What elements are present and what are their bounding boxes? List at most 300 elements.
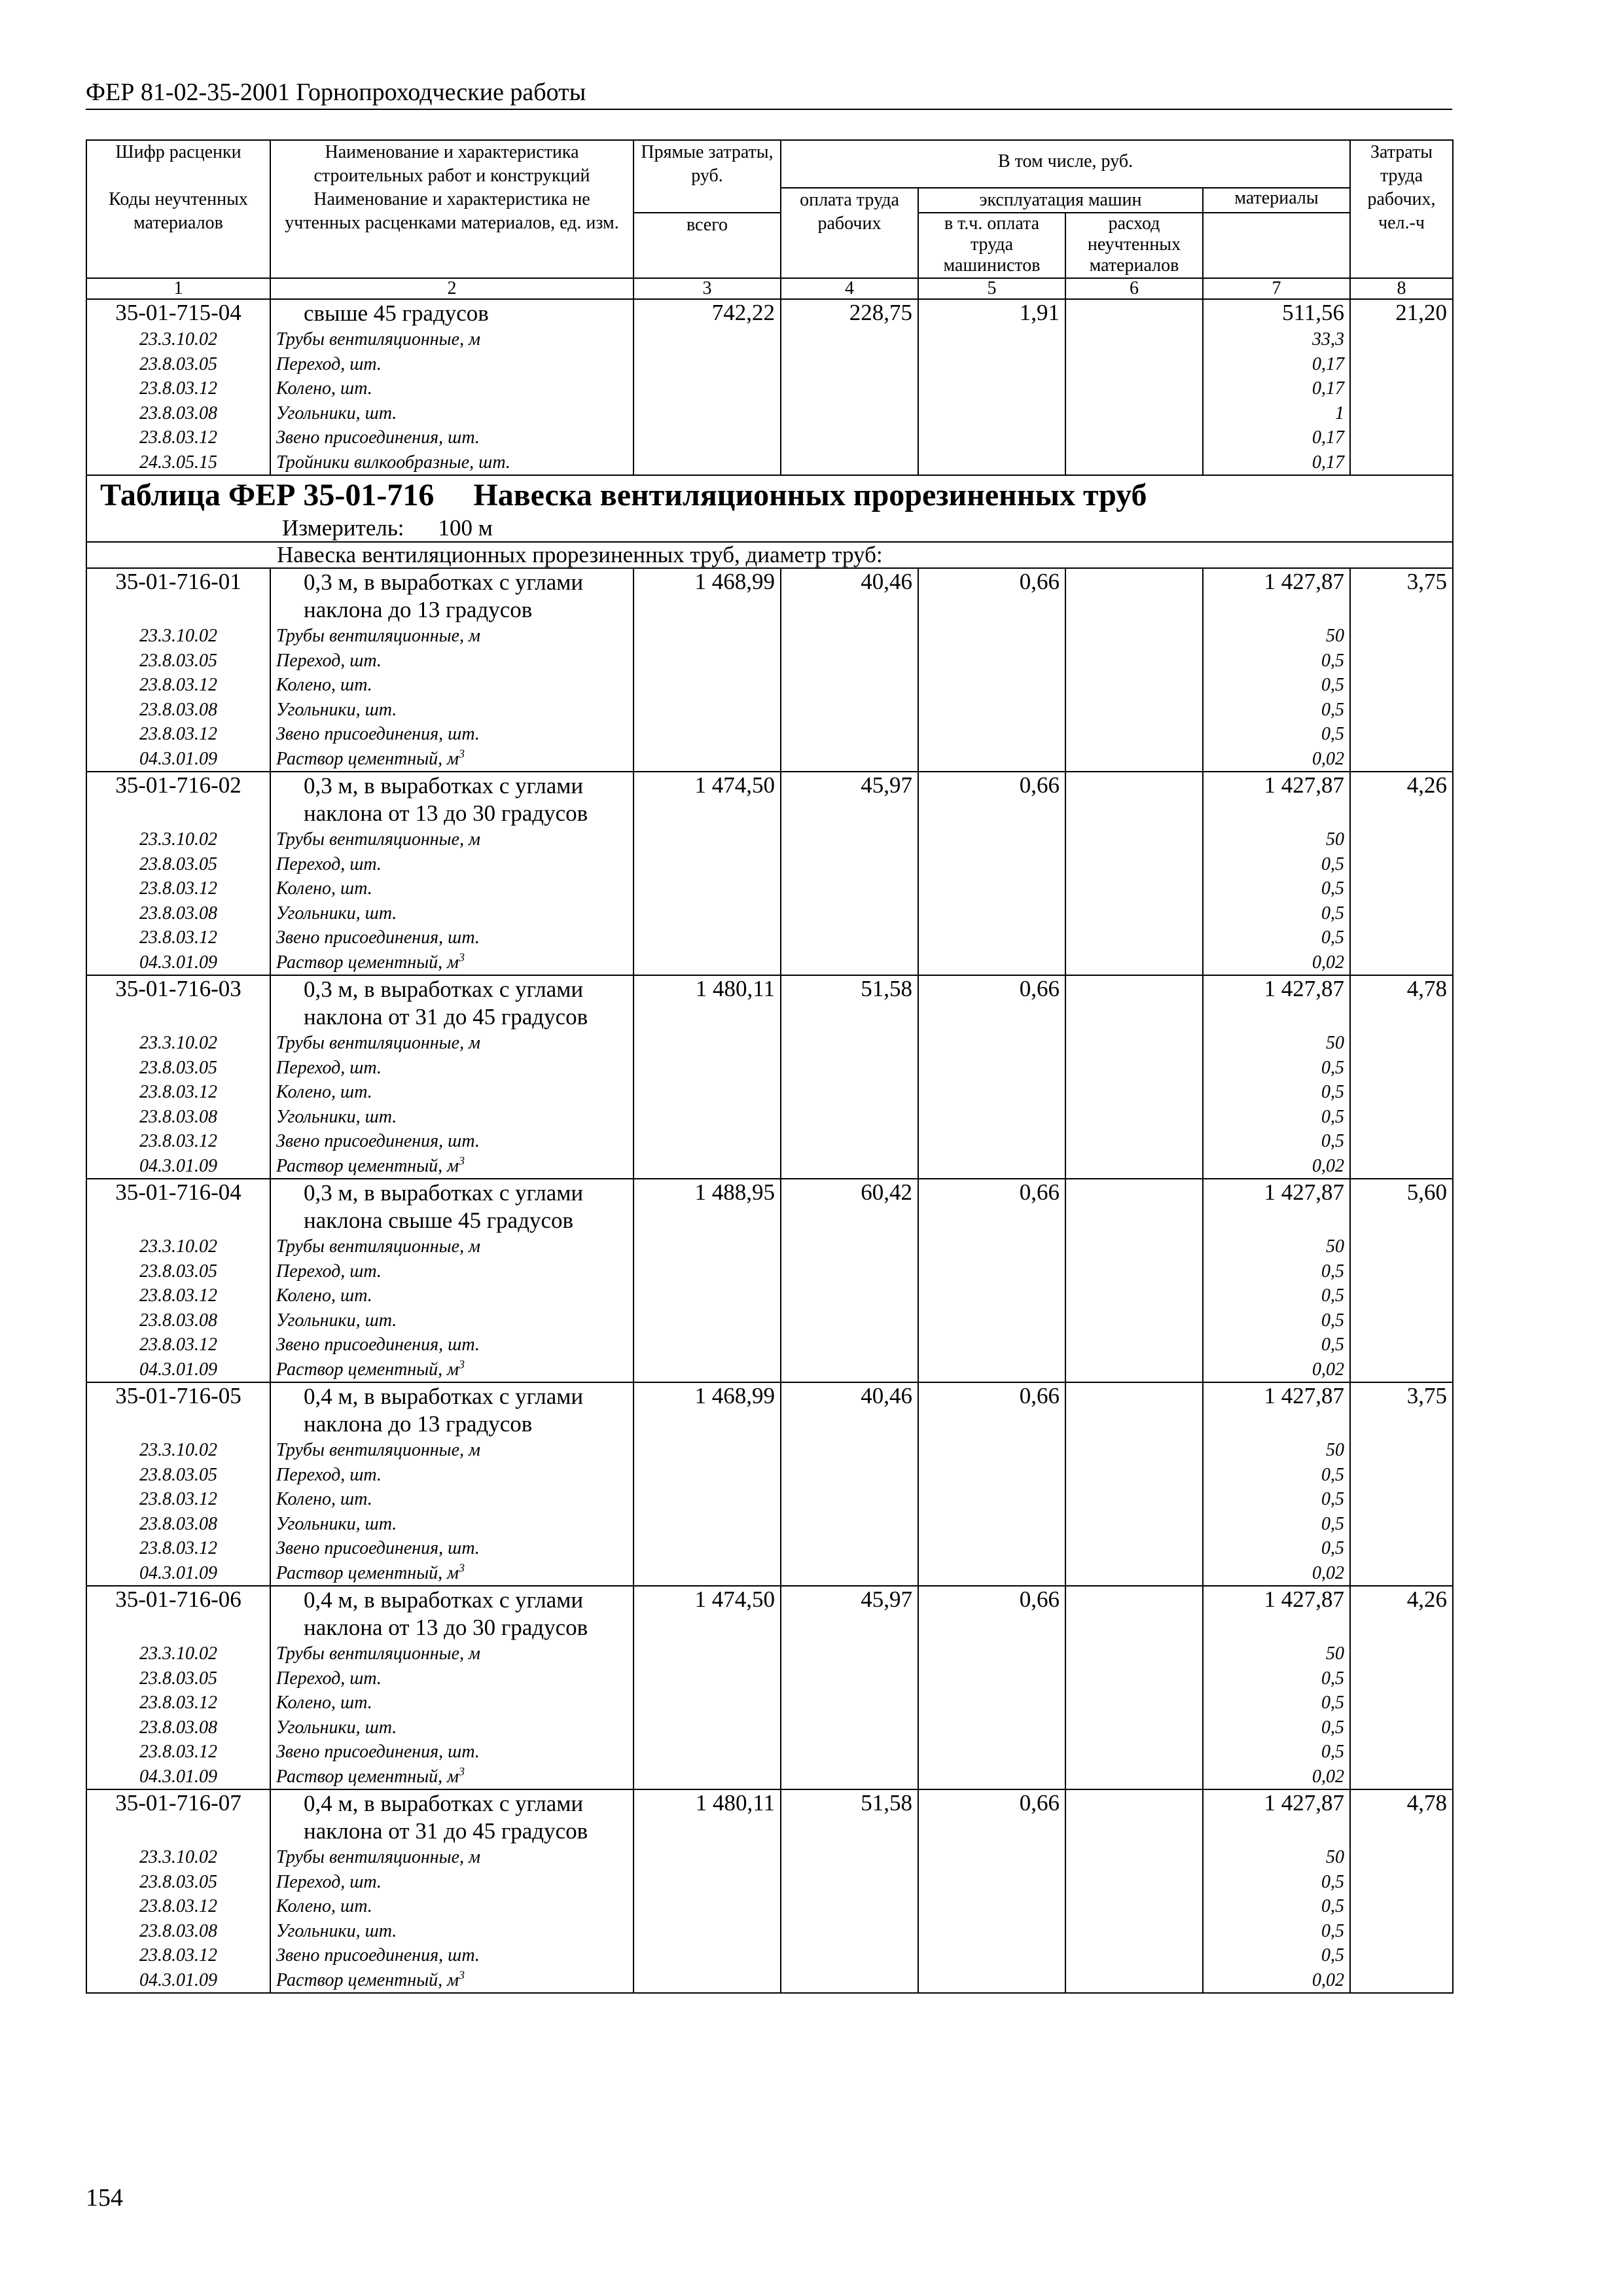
subheading-row (86, 542, 1453, 568)
empty-cell (633, 624, 781, 649)
empty-cell (1350, 1308, 1453, 1333)
material-row (86, 1536, 1453, 1561)
superscript-3: 3 (459, 1357, 465, 1371)
table-body (86, 140, 1453, 1993)
material-consumption: 0,5 (1203, 698, 1350, 723)
empty-cell (918, 747, 1065, 772)
table-title-name: Навеска вентиляционных прорезиненных труб (473, 478, 1147, 512)
empty-cell (1065, 852, 1203, 877)
empty-cell (1350, 450, 1453, 476)
material-code: 04.3.01.09 (86, 950, 270, 976)
empty-cell (1065, 1463, 1203, 1488)
material-consumption: 50 (1203, 1031, 1350, 1056)
empty-cell (633, 1463, 781, 1488)
empty-cell (918, 425, 1065, 450)
header-material-codes: Коды неучтенных материалов (86, 188, 270, 278)
material-code: 23.8.03.12 (86, 1536, 270, 1561)
empty-cell (633, 698, 781, 723)
empty-cell (1350, 401, 1453, 426)
material-row (86, 1056, 1453, 1081)
material-code: 23.8.03.08 (86, 698, 270, 723)
material-row (86, 1463, 1453, 1488)
column-index: 8 (1350, 278, 1453, 299)
material-name: Звено присоединения, шт. (270, 1333, 633, 1357)
empty-cell (918, 673, 1065, 698)
empty-cell (1065, 1234, 1203, 1259)
empty-cell (1350, 1943, 1453, 1968)
material-consumption: 0,5 (1203, 1666, 1350, 1691)
material-row (86, 624, 1453, 649)
value-machines: 0,66 (918, 1382, 1065, 1438)
material-row (86, 425, 1453, 450)
material-code: 23.8.03.08 (86, 1308, 270, 1333)
empty-cell (1350, 1463, 1453, 1488)
material-row (86, 1715, 1453, 1740)
empty-cell (781, 1308, 918, 1333)
material-code: 23.8.03.12 (86, 425, 270, 450)
empty-cell (1350, 950, 1453, 976)
header-unaccounted-materials: расход неучтенных материалов (1065, 213, 1203, 278)
material-code: 23.3.10.02 (86, 1031, 270, 1056)
material-row (86, 1333, 1453, 1357)
material-consumption: 0,5 (1203, 1308, 1350, 1333)
empty-cell (1065, 1056, 1203, 1081)
empty-cell (633, 1919, 781, 1944)
material-name: Раствор цементный, $м^3$ (270, 1765, 633, 1790)
empty-cell (781, 327, 918, 352)
rate-name-line: 0,3 м, в выработках с углами (304, 569, 584, 595)
empty-cell (781, 1463, 918, 1488)
empty-cell (633, 925, 781, 950)
material-row (86, 925, 1453, 950)
material-consumption: 0,5 (1203, 1080, 1350, 1105)
material-name: Трубы вентиляционные, м (270, 1438, 633, 1463)
material-code: 23.8.03.05 (86, 1259, 270, 1284)
empty-cell (918, 950, 1065, 976)
empty-cell (781, 1561, 918, 1587)
material-name: Колено, шт. (270, 673, 633, 698)
empty-cell (1065, 1870, 1203, 1895)
material-consumption: 0,5 (1203, 1870, 1350, 1895)
empty-cell (1350, 827, 1453, 852)
empty-cell (918, 876, 1065, 901)
rate-code: 35-01-715-04 (86, 299, 270, 327)
empty-cell (781, 722, 918, 747)
value-labor: 45,97 (781, 772, 918, 827)
empty-cell (1350, 1512, 1453, 1537)
rate-row (86, 1179, 1453, 1234)
empty-cell (1350, 1438, 1453, 1463)
empty-cell (781, 950, 918, 976)
empty-cell (1350, 1870, 1453, 1895)
value-machinists (1065, 772, 1203, 827)
value-labor: 45,97 (781, 1586, 918, 1641)
material-row (86, 1740, 1453, 1765)
material-row (86, 1129, 1453, 1154)
empty-cell (1350, 649, 1453, 673)
empty-cell (633, 1129, 781, 1154)
empty-cell (633, 852, 781, 877)
empty-cell (1065, 425, 1203, 450)
header-including: В том числе, руб. (781, 140, 1350, 188)
empty-cell (918, 1765, 1065, 1790)
column-index: 1 (86, 278, 270, 299)
material-consumption: 0,5 (1203, 1259, 1350, 1284)
material-name: Колено, шт. (270, 1080, 633, 1105)
material-code: 23.3.10.02 (86, 1438, 270, 1463)
material-name: Раствор цементный, $м^3$ (270, 747, 633, 772)
empty-cell (781, 1129, 918, 1154)
material-consumption: 50 (1203, 827, 1350, 852)
material-name: Колено, шт. (270, 1691, 633, 1715)
empty-cell (781, 673, 918, 698)
empty-cell (633, 1154, 781, 1179)
empty-cell (918, 1259, 1065, 1284)
value-labor: 51,58 (781, 1789, 918, 1845)
material-code: 23.8.03.12 (86, 376, 270, 401)
rate-name-line: 0,3 м, в выработках с углами (304, 977, 584, 1002)
value-machinists (1065, 568, 1203, 624)
empty-cell (1065, 1740, 1203, 1765)
empty-cell (633, 1308, 781, 1333)
empty-cell (1350, 1129, 1453, 1154)
rate-name (270, 772, 633, 827)
superscript-3: 3 (459, 1561, 465, 1575)
material-row (86, 1283, 1453, 1308)
material-code: 23.8.03.12 (86, 1487, 270, 1512)
empty-cell (781, 1512, 918, 1537)
empty-cell (1065, 1308, 1203, 1333)
empty-cell (1065, 1105, 1203, 1130)
empty-cell (781, 1259, 918, 1284)
material-consumption: 0,5 (1203, 1691, 1350, 1715)
material-name: Угольники, шт. (270, 1308, 633, 1333)
empty-cell (781, 1919, 918, 1944)
empty-cell (781, 1870, 918, 1895)
empty-cell (1065, 925, 1203, 950)
material-name: Раствор цементный, $м^3$ (270, 950, 633, 976)
material-consumption: 1 (1203, 401, 1350, 426)
empty-cell (918, 1031, 1065, 1056)
material-row (86, 1894, 1453, 1919)
material-consumption: 0,17 (1203, 425, 1350, 450)
material-consumption: 0,5 (1203, 1463, 1350, 1488)
empty-cell (633, 901, 781, 926)
material-code: 23.8.03.12 (86, 1740, 270, 1765)
material-row (86, 327, 1453, 352)
empty-cell (918, 1561, 1065, 1587)
rate-name-line: наклона от 31 до 45 градусов (304, 1818, 588, 1844)
material-name: Переход, шт. (270, 352, 633, 377)
material-row (86, 1259, 1453, 1284)
empty-cell (1065, 827, 1203, 852)
material-name: Звено присоединения, шт. (270, 722, 633, 747)
empty-cell (1065, 1512, 1203, 1537)
empty-cell (1350, 624, 1453, 649)
empty-cell (633, 1536, 781, 1561)
empty-cell (781, 1333, 918, 1357)
material-name: Трубы вентиляционные, м (270, 1031, 633, 1056)
material-consumption: 50 (1203, 1845, 1350, 1870)
rate-name-line: свыше 45 градусов (304, 300, 489, 326)
empty-cell (633, 1283, 781, 1308)
empty-cell (1350, 852, 1453, 877)
material-name: Трубы вентиляционные, м (270, 1234, 633, 1259)
empty-cell (781, 901, 918, 926)
material-name: Колено, шт. (270, 876, 633, 901)
material-name: Колено, шт. (270, 1894, 633, 1919)
empty-cell (918, 1129, 1065, 1154)
empty-cell (918, 901, 1065, 926)
column-index: 3 (633, 278, 781, 299)
empty-cell (633, 1968, 781, 1994)
value-labor: 228,75 (781, 299, 918, 327)
material-code: 23.8.03.08 (86, 1715, 270, 1740)
empty-cell (918, 1666, 1065, 1691)
material-consumption: 0,5 (1203, 649, 1350, 673)
empty-cell (781, 1438, 918, 1463)
empty-cell (918, 450, 1065, 476)
rate-name (270, 1586, 633, 1641)
empty-cell (781, 401, 918, 426)
value-machinists (1065, 299, 1203, 327)
material-row (86, 1691, 1453, 1715)
empty-cell (633, 1259, 781, 1284)
empty-cell (633, 673, 781, 698)
material-name: Переход, шт. (270, 852, 633, 877)
material-consumption: 0,5 (1203, 1512, 1350, 1537)
rate-row (86, 1382, 1453, 1438)
empty-cell (918, 1512, 1065, 1537)
table-title-code: Таблица ФЕР 35-01-716 (100, 478, 435, 512)
empty-cell (1350, 1333, 1453, 1357)
empty-cell (633, 649, 781, 673)
material-name: Угольники, шт. (270, 1105, 633, 1130)
material-consumption: 0,02 (1203, 1765, 1350, 1790)
rate-name-line: наклона от 13 до 30 градусов (304, 800, 588, 826)
material-consumption: 0,5 (1203, 876, 1350, 901)
material-name: Звено присоединения, шт. (270, 1943, 633, 1968)
superscript-3: 3 (459, 1765, 465, 1778)
empty-cell (633, 1765, 781, 1790)
empty-cell (1065, 1765, 1203, 1790)
empty-cell (1350, 722, 1453, 747)
rate-name-line: 0,3 м, в выработках с углами (304, 1180, 584, 1206)
header-code: Шифр расценки (86, 140, 270, 188)
empty-cell (1350, 901, 1453, 926)
empty-cell (633, 722, 781, 747)
empty-cell (1350, 1234, 1453, 1259)
empty-cell (781, 1487, 918, 1512)
empty-cell (1065, 624, 1203, 649)
empty-cell (1065, 1438, 1203, 1463)
material-consumption: 50 (1203, 1234, 1350, 1259)
empty-cell (781, 1536, 918, 1561)
empty-cell (918, 327, 1065, 352)
empty-cell (633, 1333, 781, 1357)
empty-cell (1350, 1666, 1453, 1691)
material-row (86, 698, 1453, 723)
empty-cell (1350, 1894, 1453, 1919)
empty-cell (1065, 352, 1203, 377)
material-consumption: 0,02 (1203, 950, 1350, 976)
rate-row (86, 568, 1453, 624)
empty-cell (633, 1943, 781, 1968)
material-consumption: 0,17 (1203, 376, 1350, 401)
material-consumption: 0,02 (1203, 1357, 1350, 1383)
material-code: 04.3.01.09 (86, 1357, 270, 1383)
empty-cell (1350, 1080, 1453, 1105)
material-consumption: 0,5 (1203, 673, 1350, 698)
empty-cell (918, 1357, 1065, 1383)
superscript-3: 3 (459, 950, 465, 964)
value-direct: 742,22 (633, 299, 781, 327)
value-hours: 3,75 (1350, 568, 1453, 624)
empty-cell (1350, 1031, 1453, 1056)
value-hours: 21,20 (1350, 299, 1453, 327)
material-name: Раствор цементный, $м^3$ (270, 1561, 633, 1587)
empty-cell (918, 1845, 1065, 1870)
column-index: 2 (270, 278, 633, 299)
material-consumption: 0,02 (1203, 1154, 1350, 1179)
empty-cell (1350, 1056, 1453, 1081)
material-consumption: 0,02 (1203, 1561, 1350, 1587)
rate-name-line: наклона свыше 45 градусов (304, 1208, 574, 1233)
empty-cell (633, 1512, 781, 1537)
material-name: Угольники, шт. (270, 698, 633, 723)
material-row (86, 1154, 1453, 1179)
empty-cell (1065, 698, 1203, 723)
material-row (86, 1870, 1453, 1895)
rate-code: 35-01-716-06 (86, 1586, 270, 1641)
empty-cell (1350, 1154, 1453, 1179)
empty-cell (781, 624, 918, 649)
material-row (86, 1968, 1453, 1994)
rate-code: 35-01-716-03 (86, 975, 270, 1031)
empty-cell (1065, 1894, 1203, 1919)
empty-cell (781, 1894, 918, 1919)
material-code: 23.8.03.12 (86, 1129, 270, 1154)
empty-cell (1350, 698, 1453, 723)
value-machinists (1065, 1586, 1203, 1641)
empty-cell (1065, 1333, 1203, 1357)
header-material-names: Наименование и характеристика не учтенных расценками материалов, ед. изм. (270, 188, 633, 278)
empty-cell (1350, 1105, 1453, 1130)
material-row (86, 1438, 1453, 1463)
material-code: 23.8.03.12 (86, 925, 270, 950)
empty-cell (1065, 1845, 1203, 1870)
empty-cell (1065, 1943, 1203, 1968)
empty-cell (781, 925, 918, 950)
rate-code: 35-01-716-01 (86, 568, 270, 624)
empty-cell (781, 1031, 918, 1056)
measure-value: 100 м (438, 515, 493, 541)
material-name: Угольники, шт. (270, 1919, 633, 1944)
empty-cell (781, 876, 918, 901)
empty-cell (781, 1715, 918, 1740)
material-name: Тройники вилкообразные, шт. (270, 450, 633, 476)
material-row (86, 876, 1453, 901)
rate-name-line: наклона до 13 градусов (304, 1411, 533, 1437)
value-machinists (1065, 1179, 1203, 1234)
empty-cell (918, 722, 1065, 747)
empty-cell (918, 1056, 1065, 1081)
empty-cell (1065, 1715, 1203, 1740)
rate-code: 35-01-716-07 (86, 1789, 270, 1845)
empty-cell (1350, 747, 1453, 772)
empty-cell (781, 1691, 918, 1715)
material-consumption: 0,5 (1203, 852, 1350, 877)
rate-name-line: 0,4 м, в выработках с углами (304, 1587, 584, 1613)
material-name: Трубы вентиляционные, м (270, 1641, 633, 1666)
material-name: Переход, шт. (270, 1870, 633, 1895)
material-code: 23.8.03.05 (86, 352, 270, 377)
column-index-row (86, 278, 1453, 299)
material-consumption: 0,17 (1203, 352, 1350, 377)
rate-row (86, 772, 1453, 827)
empty-cell (781, 1105, 918, 1130)
material-code: 23.8.03.08 (86, 1512, 270, 1537)
empty-cell (1350, 1715, 1453, 1740)
empty-cell (1350, 1691, 1453, 1715)
material-code: 23.8.03.08 (86, 401, 270, 426)
empty-cell (1350, 1765, 1453, 1790)
value-direct: 1 480,11 (633, 1789, 781, 1845)
empty-cell (918, 1283, 1065, 1308)
rate-row (86, 1586, 1453, 1641)
material-row (86, 1943, 1453, 1968)
empty-cell (1350, 1919, 1453, 1944)
empty-cell (1065, 1129, 1203, 1154)
empty-cell (633, 1666, 781, 1691)
header-machines: эксплуатация машин (918, 188, 1203, 213)
empty-cell (633, 1105, 781, 1130)
empty-cell (1065, 1968, 1203, 1994)
value-materials: 1 427,87 (1203, 1586, 1350, 1641)
material-code: 23.8.03.08 (86, 1105, 270, 1130)
empty-cell (1065, 327, 1203, 352)
empty-cell (1350, 1536, 1453, 1561)
material-name: Угольники, шт. (270, 901, 633, 926)
empty-cell (633, 827, 781, 852)
material-row (86, 722, 1453, 747)
material-name: Угольники, шт. (270, 401, 633, 426)
empty-cell (1065, 950, 1203, 976)
empty-cell (633, 1487, 781, 1512)
header-rule (86, 109, 1452, 110)
material-consumption: 33,3 (1203, 327, 1350, 352)
empty-cell (1350, 876, 1453, 901)
material-consumption: 0,5 (1203, 1919, 1350, 1944)
empty-cell (1065, 1691, 1203, 1715)
empty-cell (1065, 673, 1203, 698)
empty-cell (1065, 1259, 1203, 1284)
material-consumption: 0,02 (1203, 1968, 1350, 1994)
empty-cell (918, 1463, 1065, 1488)
empty-cell (1065, 1031, 1203, 1056)
empty-cell (918, 1740, 1065, 1765)
empty-cell (918, 698, 1065, 723)
material-row (86, 1487, 1453, 1512)
empty-cell (633, 1438, 781, 1463)
empty-cell (918, 827, 1065, 852)
header-direct-costs: Прямые затраты, руб. (633, 140, 781, 213)
empty-cell (633, 401, 781, 426)
value-labor: 60,42 (781, 1179, 918, 1234)
material-row (86, 852, 1453, 877)
value-machines: 0,66 (918, 1789, 1065, 1845)
material-consumption: 0,5 (1203, 1129, 1350, 1154)
